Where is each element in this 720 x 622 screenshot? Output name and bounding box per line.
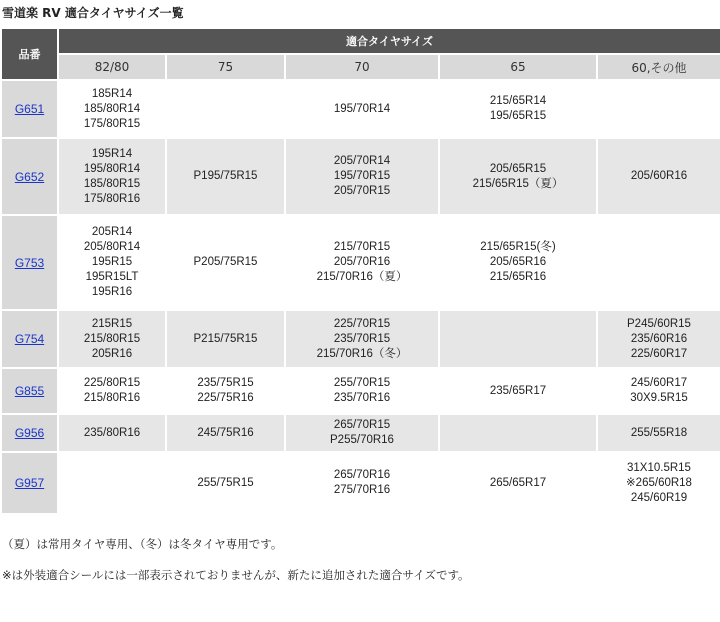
tire-size: 205/70R15 xyxy=(333,185,391,197)
size-cell xyxy=(285,452,439,514)
tire-size: 175/80R15 xyxy=(83,117,141,130)
tire-size: 31X10.5R15 xyxy=(627,461,691,474)
tire-size: 185/80R15 xyxy=(83,177,141,190)
size-cell xyxy=(58,80,166,138)
tire-size: 245/75R16 xyxy=(197,426,254,439)
size-cell xyxy=(439,452,597,514)
table-row xyxy=(1,452,720,514)
tire-size: 235/75R15 xyxy=(197,377,254,389)
column-header: 60,その他 xyxy=(597,54,720,80)
model-cell xyxy=(1,138,58,215)
table-row xyxy=(1,138,720,215)
tire-size: 215/70R15 xyxy=(333,241,391,253)
size-cell xyxy=(166,368,285,414)
column-header: 82/80 xyxy=(58,54,166,80)
tire-size: ※265/60R18 xyxy=(626,476,692,489)
tire-size: 255/75R15 xyxy=(197,476,254,489)
model-cell xyxy=(1,368,58,414)
size-cell xyxy=(439,138,597,215)
summer-winter-note: （夏）は常用タイヤ専用、（冬）は冬タイヤ専用です。 xyxy=(2,537,283,551)
model-number-header: 品番 xyxy=(1,28,58,80)
tire-size: 195/70R14 xyxy=(333,102,391,115)
size-cell xyxy=(58,414,166,452)
tire-size: 215/65R15(冬) xyxy=(480,241,556,253)
tire-size: 175/80R16 xyxy=(83,192,141,205)
tire-size: 215R15 xyxy=(91,317,133,330)
table-row xyxy=(1,80,720,138)
tire-size: 245/60R19 xyxy=(630,491,688,504)
tire-size: 205/80R14 xyxy=(83,241,141,253)
tire-size: 225/70R15 xyxy=(333,317,391,330)
size-cell xyxy=(597,368,720,414)
column-header: 70 xyxy=(285,54,439,80)
tire-size: 255/55R18 xyxy=(630,426,688,439)
tire-size: 195R16 xyxy=(91,286,133,298)
size-cell xyxy=(285,310,439,368)
tire-size: 215/65R14 xyxy=(489,95,547,107)
tire-size: 255/70R15 xyxy=(333,377,391,389)
tire-size: 185/80R14 xyxy=(83,102,141,115)
size-cell xyxy=(285,368,439,414)
model-cell xyxy=(1,215,58,310)
tire-size: 195R15 xyxy=(91,256,133,268)
tire-size: 275/70R16 xyxy=(333,484,391,496)
size-cell xyxy=(439,215,597,310)
column-header: 75 xyxy=(166,54,285,80)
size-cell xyxy=(285,414,439,452)
size-cell xyxy=(597,452,720,514)
table-row xyxy=(1,215,720,310)
tire-size: 235/60R16 xyxy=(630,332,688,345)
size-cell xyxy=(166,80,285,138)
tire-size: 265/65R17 xyxy=(489,476,547,489)
size-cell xyxy=(439,310,597,368)
model-link[interactable]: G957 xyxy=(14,476,45,490)
aspect-ratio-header-row xyxy=(1,54,720,80)
tire-size: 215/65R15（夏） xyxy=(472,177,564,190)
tire-size: 205/65R16 xyxy=(489,256,547,268)
model-link[interactable]: G652 xyxy=(14,169,45,184)
tire-size: 215/70R16（冬） xyxy=(316,347,408,360)
model-cell xyxy=(1,414,58,452)
tire-size: 205/70R16 xyxy=(333,256,391,268)
size-cell xyxy=(285,80,439,138)
tire-size: 235/70R15 xyxy=(333,332,391,345)
size-cell xyxy=(166,414,285,452)
model-cell xyxy=(1,310,58,368)
tire-size: 235/65R17 xyxy=(489,384,547,397)
model-cell xyxy=(1,452,58,514)
tire-size: 215/80R15 xyxy=(83,332,141,345)
size-cell xyxy=(597,414,720,452)
size-cell xyxy=(597,80,720,138)
tire-size: 225/80R15 xyxy=(83,377,141,389)
tire-size: 205/70R14 xyxy=(333,155,391,167)
tire-size: 235/80R16 xyxy=(83,426,141,439)
table-row xyxy=(1,368,720,414)
size-cell xyxy=(597,310,720,368)
size-cell xyxy=(597,215,720,310)
tire-size: P255/70R16 xyxy=(330,434,394,446)
size-cell xyxy=(439,80,597,138)
size-cell xyxy=(58,368,166,414)
tire-size: 265/70R16 xyxy=(333,469,391,481)
size-cell xyxy=(58,452,166,514)
size-cell xyxy=(597,138,720,215)
tire-size: 225/60R17 xyxy=(630,347,688,360)
tire-size: 245/60R17 xyxy=(630,377,688,389)
tire-size: P215/75R15 xyxy=(193,332,258,345)
size-cell xyxy=(285,138,439,215)
table-row xyxy=(1,310,720,368)
size-cell xyxy=(58,138,166,215)
size-cell xyxy=(166,215,285,310)
model-cell xyxy=(1,80,58,138)
size-cell xyxy=(166,138,285,215)
size-cell xyxy=(166,310,285,368)
tire-size-table xyxy=(0,27,720,515)
size-cell xyxy=(58,215,166,310)
model-link[interactable]: G956 xyxy=(14,426,45,440)
tire-size: 185R14 xyxy=(91,87,133,100)
tire-size: 205/60R16 xyxy=(630,170,688,182)
model-link[interactable]: G753 xyxy=(14,255,45,270)
page-title: 雪道楽 RV 適合タイヤサイズ一覧 xyxy=(2,6,184,20)
tire-size: 235/70R16 xyxy=(333,392,391,404)
tire-size: 215/65R16 xyxy=(489,271,547,283)
additional-size-note: ※は外装適合シールには一部表示されておりませんが、新たに追加された適合サイズです。 xyxy=(2,568,470,582)
tire-size: P195/75R15 xyxy=(193,170,258,182)
size-cell xyxy=(439,414,597,452)
tire-size: 30X9.5R15 xyxy=(630,392,688,404)
size-cell xyxy=(166,452,285,514)
compatible-size-header: 適合タイヤサイズ xyxy=(58,28,720,54)
tire-size: 265/70R15 xyxy=(333,419,391,431)
tire-size: 215/80R16 xyxy=(83,392,141,404)
tire-size: 205R14 xyxy=(91,226,133,238)
tire-size: 195R15LT xyxy=(85,271,139,283)
tire-size: 195/80R14 xyxy=(83,162,141,175)
model-link[interactable]: G754 xyxy=(14,332,45,346)
tire-size: 195R14 xyxy=(91,147,133,160)
model-link[interactable]: G855 xyxy=(14,384,45,398)
model-link[interactable]: G651 xyxy=(14,102,45,116)
tire-size: 205/65R15 xyxy=(489,162,547,175)
tire-size: 225/75R16 xyxy=(197,392,254,404)
column-header: 65 xyxy=(439,54,597,80)
tire-size: 205R16 xyxy=(91,347,133,360)
tire-size: P205/75R15 xyxy=(193,256,258,268)
table-row xyxy=(1,414,720,452)
size-cell xyxy=(285,215,439,310)
tire-size: 195/70R15 xyxy=(333,170,391,182)
size-cell xyxy=(439,368,597,414)
size-cell xyxy=(58,310,166,368)
tire-size: P245/60R15 xyxy=(627,317,691,330)
tire-size: 215/70R16（夏） xyxy=(316,271,408,283)
tire-size: 195/65R15 xyxy=(489,110,547,122)
